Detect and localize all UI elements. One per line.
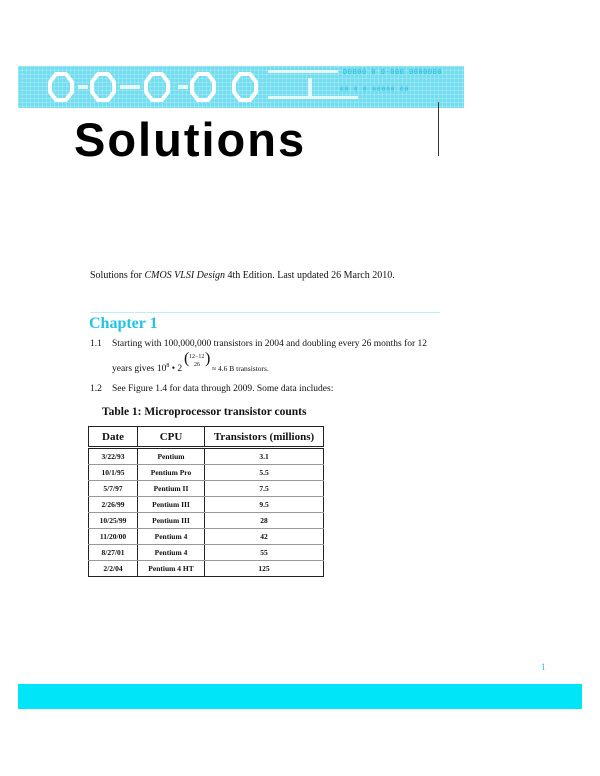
- formula-lead: years gives $10^8$ • 2: [112, 363, 183, 374]
- column-header-date: Date: [89, 427, 138, 448]
- formula-tail: ≈ 4.6 B transistors.: [212, 364, 269, 373]
- formula-exponent: 8: [166, 363, 170, 369]
- table-row: [89, 481, 324, 497]
- cell-cpu: Pentium III: [138, 513, 205, 529]
- footer-bar: [18, 684, 582, 709]
- table-row: [89, 513, 324, 529]
- title-divider: [438, 102, 439, 156]
- cell-transistors: 28: [205, 513, 324, 529]
- formula-paren-right: ): [205, 350, 211, 367]
- transistor-table: [88, 426, 324, 577]
- cell-date: 2/26/99: [89, 497, 138, 513]
- item-text: Starting with 100,000,000 transistors in 2004 and doubling every 26 months for 12: [112, 339, 428, 349]
- book-title: CMOS VLSI Design: [144, 270, 226, 281]
- chapter-rule: [90, 312, 440, 313]
- table-caption: Table 1: Microprocessor transistor counts: [102, 406, 307, 418]
- cell-cpu: Pentium II: [138, 481, 205, 497]
- formula-denominator: 26: [194, 362, 200, 368]
- table-row: [89, 529, 324, 545]
- cell-date: 2/2/04: [89, 561, 138, 577]
- item-text: See Figure 1.4 for data through 2009. Some data includes:: [112, 384, 334, 394]
- cell-transistors: 55: [205, 545, 324, 561]
- formula-paren-left: (: [184, 350, 190, 367]
- cell-transistors: 7.5: [205, 481, 324, 497]
- item-number: 1.2: [90, 384, 102, 394]
- cell-date: 11/20/00: [89, 529, 138, 545]
- cell-cpu: Pentium 4: [138, 545, 205, 561]
- item-number: 1.1: [90, 339, 102, 349]
- cell-cpu: Pentium 4 HT: [138, 561, 205, 577]
- formula-base: • 2: [169, 364, 183, 374]
- page-title: Solutions: [74, 113, 307, 166]
- page-number: 1: [541, 662, 546, 672]
- intro-prefix: Solutions for: [90, 270, 145, 281]
- intro-suffix: 4th Edition. Last updated 26 March 2010.: [225, 270, 395, 281]
- cell-date: 10/25/99: [89, 513, 138, 529]
- cell-cpu: Pentium III: [138, 497, 205, 513]
- column-header-transistors: Transistors (millions): [205, 427, 324, 448]
- table-row: [89, 465, 324, 481]
- cell-cpu: Pentium: [138, 448, 205, 465]
- cell-cpu: Pentium Pro: [138, 465, 205, 481]
- cell-date: 10/1/95: [89, 465, 138, 481]
- intro-line: [90, 270, 395, 281]
- cell-cpu: Pentium 4: [138, 529, 205, 545]
- cell-date: 3/22/93: [89, 448, 138, 465]
- banner-caption-top: D0000 0 0-000 0000000: [343, 68, 443, 76]
- table-row: [89, 545, 324, 561]
- chapter-heading: Chapter 1: [89, 315, 158, 332]
- cell-date: 5/7/97: [89, 481, 138, 497]
- cell-transistors: 5.5: [205, 465, 324, 481]
- cell-date: 8/27/01: [89, 545, 138, 561]
- formula-numerator: 12−12: [189, 354, 205, 360]
- cell-transistors: 9.5: [205, 497, 324, 513]
- cell-transistors: 125: [205, 561, 324, 577]
- banner-caption-bottom: 00 0 0 00000 00: [340, 86, 410, 93]
- column-header-cpu: CPU: [138, 427, 205, 448]
- table-row: [89, 497, 324, 513]
- cell-transistors: 42: [205, 529, 324, 545]
- table-row: [89, 448, 324, 465]
- table-row: [89, 561, 324, 577]
- cell-transistors: 3.1: [205, 448, 324, 465]
